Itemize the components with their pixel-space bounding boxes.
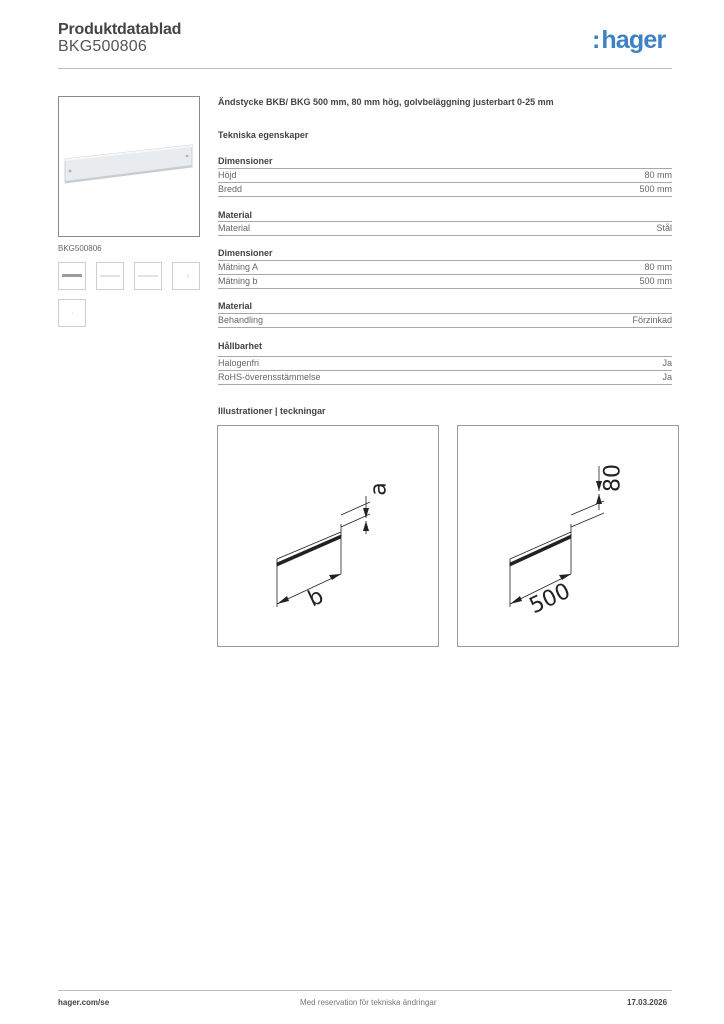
spec-label: Mätning b: [218, 276, 258, 286]
spec-value: Stål: [656, 223, 672, 233]
spec-row-rohs: [218, 370, 672, 384]
spec-group-divider: [218, 235, 672, 236]
dimension-label-height: 80: [600, 464, 626, 492]
footer-disclaimer: Med reservation för tekniska ändringar: [300, 998, 437, 1007]
spec-row-material: [218, 221, 672, 235]
spec-row-height: [218, 168, 672, 182]
header-divider: [58, 68, 672, 69]
thumbnail-5-illustration: [59, 300, 85, 326]
drawing-1-svg: [218, 426, 438, 646]
spec-group-divider: [218, 196, 672, 197]
spec-value: 80 mm: [644, 170, 672, 180]
thumbnail-5[interactable]: [58, 299, 86, 327]
spec-group-divider: [218, 384, 672, 385]
spec-group-title-dimensions-2: Dimensioner: [218, 248, 273, 258]
spec-label: Material: [218, 223, 251, 233]
footer-website-link[interactable]: hager.com/se: [58, 998, 110, 1007]
footer-divider: [58, 990, 672, 991]
thumbnail-1-illustration: [59, 263, 85, 289]
spec-group-divider: [218, 327, 672, 328]
spec-label: Halogenfri: [218, 358, 260, 368]
spec-group-title-dimensions: Dimensioner: [218, 156, 273, 166]
product-code-heading: BKG500806: [58, 38, 147, 55]
spec-value: Ja: [662, 358, 672, 368]
thumbnail-2[interactable]: [96, 262, 124, 290]
spec-group-divider: [218, 288, 672, 289]
spec-label: Bredd: [218, 184, 243, 194]
spec-label: Mätning A: [218, 262, 259, 272]
spec-row-measure-b: [218, 274, 672, 288]
image-caption: BKG500806: [58, 244, 102, 253]
dimension-label-width: 500: [525, 578, 575, 620]
dimension-drawing-letters[interactable]: [217, 425, 439, 647]
dimension-label-a: a: [366, 482, 392, 496]
spec-row-width: [218, 182, 672, 196]
spec-label: Höjd: [218, 170, 237, 180]
dimension-label-b: b: [304, 583, 328, 613]
spec-group-title-material-2: Material: [218, 301, 253, 311]
spec-value: Förzinkad: [632, 315, 672, 325]
dimension-drawing-values[interactable]: [457, 425, 679, 647]
technical-properties-heading: Tekniska egenskaper: [218, 130, 309, 140]
spec-value: 500 mm: [639, 184, 672, 194]
thumbnail-4-illustration: [173, 263, 199, 289]
product-image[interactable]: [58, 96, 200, 237]
spec-label: Behandling: [218, 315, 264, 325]
thumbnail-1[interactable]: [58, 262, 86, 290]
product-photo-illustration: [59, 97, 199, 236]
spec-row-halogen-free: [218, 356, 672, 370]
spec-group-title-material: Material: [218, 210, 253, 220]
spec-group-title-sustainability: Hållbarhet: [218, 341, 263, 351]
product-description: Ändstycke BKB/ BKG 500 mm, 80 mm hög, golvbeläggning justerbart 0-25 mm: [218, 97, 554, 107]
illustrations-heading: Illustrationer | teckningar: [218, 406, 326, 416]
spec-value: 80 mm: [644, 262, 672, 272]
hager-logo: [592, 26, 665, 55]
thumbnail-3[interactable]: [134, 262, 162, 290]
drawing-2-svg: [458, 426, 678, 646]
spec-row-measure-a: [218, 260, 672, 274]
footer-date: 17.03.2026: [627, 998, 668, 1007]
spec-row-treatment: [218, 313, 672, 327]
thumbnail-2-illustration: [97, 263, 123, 289]
spec-value: Ja: [662, 372, 672, 382]
spec-value: 500 mm: [639, 276, 672, 286]
logo-prefix: :: [592, 26, 601, 54]
spec-label: RoHS-överensstämmelse: [218, 372, 321, 382]
thumbnail-4[interactable]: [172, 262, 200, 290]
logo-text: hager: [601, 26, 666, 54]
thumbnail-3-illustration: [135, 263, 161, 289]
document-title: Produktdatablad: [58, 21, 182, 38]
